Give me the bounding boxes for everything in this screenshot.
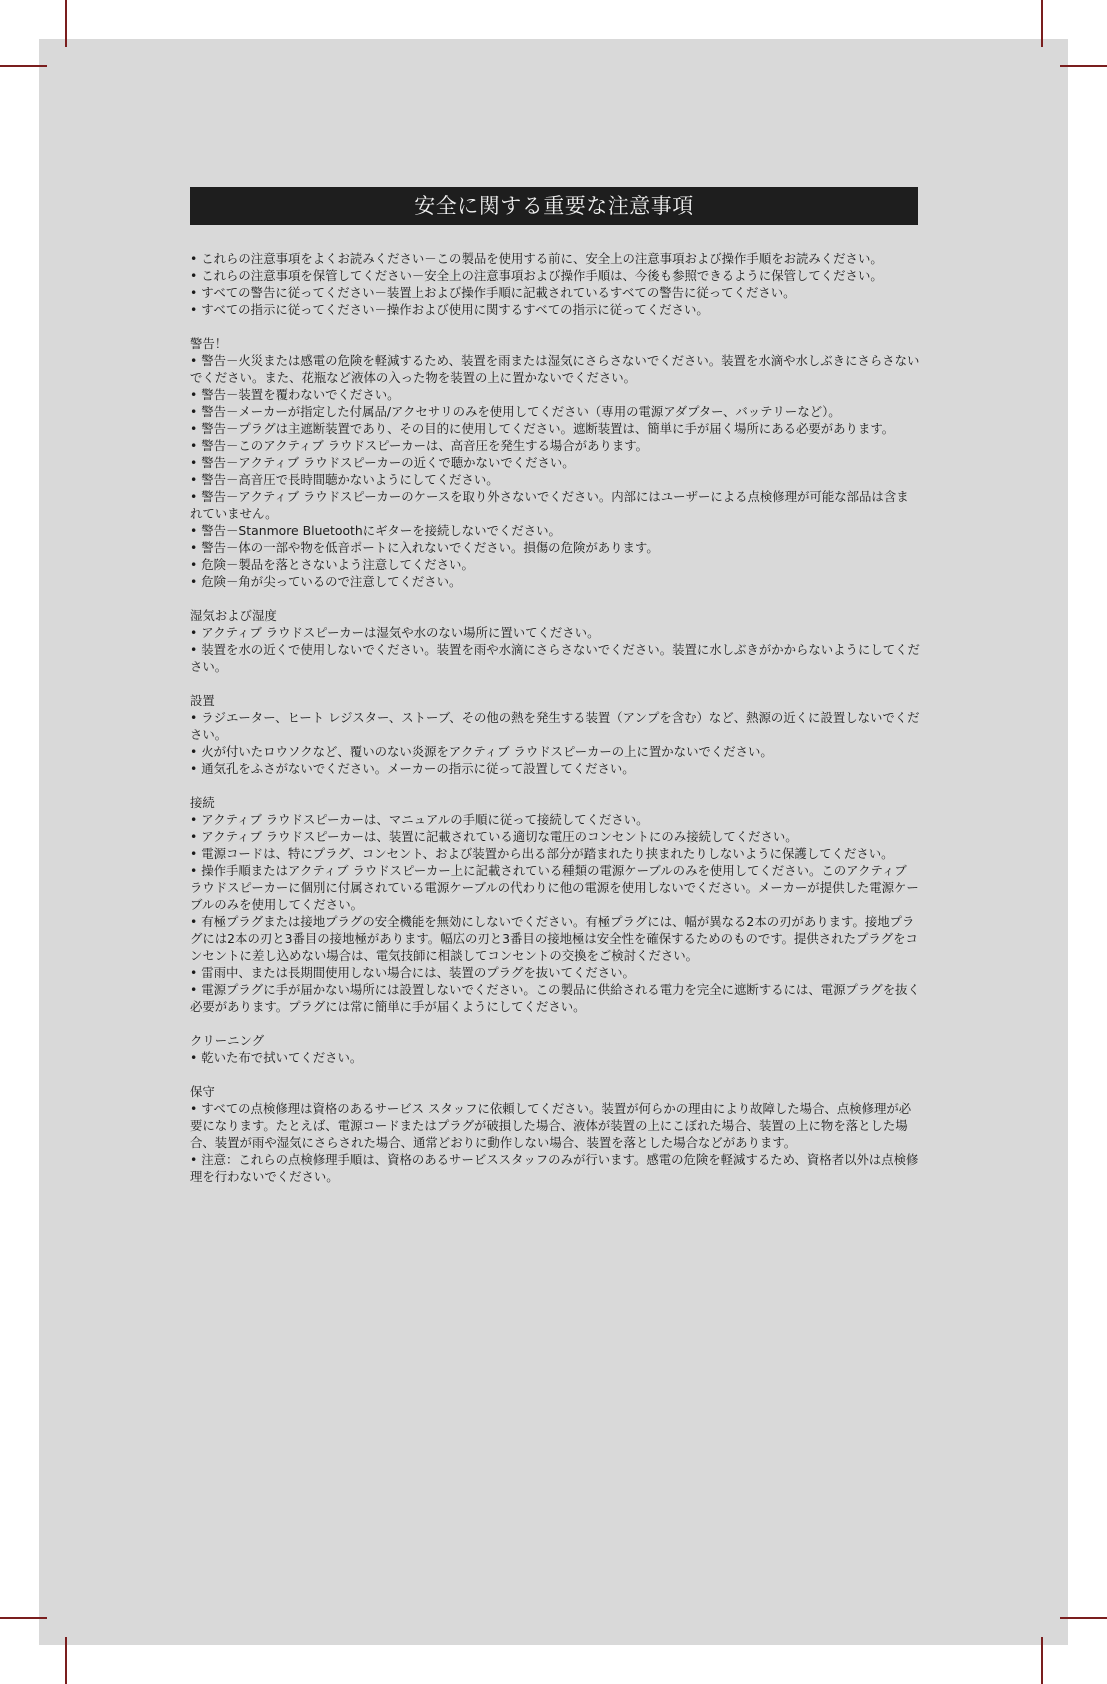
section	[190, 250, 920, 318]
crop-mark-top-right-vertical	[1041, 0, 1043, 47]
bullet-item: • 乾いた布で拭いてください。	[190, 1050, 363, 1065]
bullet-item: • これらの注意事項を保管してください－安全上の注意事項および操作手順は、今後も参照できるように保管してください。	[190, 268, 883, 283]
section	[190, 1032, 920, 1066]
bullet-item: • 雷雨中、または長期間使用しない場合には、装置のプラグを抜いてください。	[190, 965, 635, 980]
crop-mark-top-left-vertical	[65, 0, 67, 47]
bullet-item: • アクティブ ラウドスピーカーは湿気や水のない場所に置いてください。	[190, 625, 600, 640]
bullet-item: • すべての警告に従ってください－装置上および操作手順に記載されているすべての警告に従ってください。	[190, 285, 796, 300]
crop-mark-bottom-left-horizontal	[0, 1617, 47, 1619]
crop-mark-bottom-right-horizontal	[1060, 1617, 1107, 1619]
bullet-item: • 火が付いたロウソクなど、覆いのない炎源をアクティブ ラウドスピーカーの上に置かないでください。	[190, 744, 773, 759]
bullet-item: • ラジエーター、ヒート レジスター、ストーブ、その他の熱を発生する装置（アンプを含む）など、熱源の近くに設置しないでください。	[190, 710, 920, 742]
bullet-item: • 警告－アクティブ ラウドスピーカーのケースを取り外さないでください。内部にはユーザーによる点検修理が可能な部品は含まれていません。	[190, 489, 909, 521]
crop-mark-bottom-left-vertical	[65, 1637, 67, 1684]
bullet-item: • 有極プラグまたは接地プラグの安全機能を無効にしないでください。有極プラグには、幅が異なる2本の刃があります。接地プラグには2本の刃と3番目の接地極があります。幅広の刃と3番目の接地極は安全性を確保するためのものです。提供されたプラグをコンセントに差し込めない場合は、電気技師に相談してコンセントの交換をご検討ください。	[190, 914, 918, 963]
bullet-item: • 危険－角が尖っているので注意してください。	[190, 574, 462, 589]
bullet-item: • すべての点検修理は資格のあるサービス スタッフに依頼してください。装置が何らかの理由により故障した場合、点検修理が必要になります。たとえば、電源コードまたはプラグが破損した場合、液体が装置の上にこぼれた場合、装置の上に物を落とした場合、装置が雨や湿気にさらされた場合、通常どおりに動作しない場合、装置を落とした場合などがあります。	[190, 1101, 912, 1150]
section-heading: 設置	[190, 693, 215, 708]
section-heading: クリーニング	[190, 1033, 265, 1048]
bullet-item: • 電源プラグに手が届かない場所には設置しないでください。この製品に供給される電力を完全に遮断するには、電源プラグを抜く必要があります。プラグには常に簡単に手が届くようにしてください。	[190, 982, 920, 1014]
bullet-item: • 装置を水の近くで使用しないでください。装置を雨や水滴にさらさないでください。装置に水しぶきがかからないようにしてください。	[190, 642, 920, 674]
bullet-item: • アクティブ ラウドスピーカーは、装置に記載されている適切な電圧のコンセントにのみ接続してください。	[190, 829, 798, 844]
section	[190, 692, 920, 777]
bullet-item: • 電源コードは、特にプラグ、コンセント、および装置から出る部分が踏まれたり挟まれたりしないように保護してください。	[190, 846, 894, 861]
bullet-item: • 危険－製品を落とさないよう注意してください。	[190, 557, 474, 572]
bullet-item: • 警告－Stanmore Bluetoothにギターを接続しないでください。	[190, 523, 561, 538]
bullet-item: • すべての指示に従ってください－操作および使用に関するすべての指示に従ってください。	[190, 302, 709, 317]
bullet-item: • 警告－高音圧で長時間聴かないようにしてください。	[190, 472, 499, 487]
crop-mark-top-left-horizontal	[0, 65, 47, 67]
bullet-item: • 通気孔をふさがないでください。メーカーの指示に従って設置してください。	[190, 761, 635, 776]
section	[190, 1083, 920, 1185]
document-title: 安全に関する重要な注意事項	[190, 187, 918, 225]
bullet-item: • 警告－このアクティブ ラウドスピーカーは、高音圧を発生する場合があります。	[190, 438, 649, 453]
section	[190, 794, 920, 1015]
section-heading: 警告！	[190, 336, 228, 351]
section-heading: 保守	[190, 1084, 215, 1099]
section-heading: 接続	[190, 795, 215, 810]
safety-instructions-body	[190, 250, 920, 1202]
bullet-item: • これらの注意事項をよくお読みください－この製品を使用する前に、安全上の注意事項および操作手順をお読みください。	[190, 251, 883, 266]
bullet-item: • 警告－メーカーが指定した付属品/アクセサリのみを使用してください（専用の電源アダプター、バッテリーなど）。	[190, 404, 841, 419]
section	[190, 335, 920, 590]
bullet-item: • 警告－火災または感電の危険を軽減するため、装置を雨または湿気にさらさないでください。装置を水滴や水しぶきにさらさないでください。また、花瓶など液体の入った物を装置の上に置かないでください。	[190, 353, 920, 385]
bullet-item: • 警告－アクティブ ラウドスピーカーの近くで聴かないでください。	[190, 455, 575, 470]
bullet-item: • 操作手順またはアクティブ ラウドスピーカー上に記載されている種類の電源ケーブルのみを使用してください。このアクティブ ラウドスピーカーに個別に付属されている電源ケーブルの代わりに他の電源を使用しないでください。メーカーが提供した電源ケーブルのみを使用してください。	[190, 863, 919, 912]
crop-mark-bottom-right-vertical	[1041, 1637, 1043, 1684]
bullet-item: • アクティブ ラウドスピーカーは、マニュアルの手順に従って接続してください。	[190, 812, 649, 827]
section	[190, 607, 920, 675]
crop-mark-top-right-horizontal	[1060, 65, 1107, 67]
bullet-item: • 警告－体の一部や物を低音ポートに入れないでください。損傷の危険があります。	[190, 540, 659, 555]
bullet-item: • 注意：これらの点検修理手順は、資格のあるサービススタッフのみが行います。感電の危険を軽減するため、資格者以外は点検修理を行わないでください。	[190, 1152, 919, 1184]
bullet-item: • 警告－プラグは主遮断装置であり、その目的に使用してください。遮断装置は、簡単に手が届く場所にある必要があります。	[190, 421, 895, 436]
section-heading: 湿気および湿度	[190, 608, 277, 623]
bullet-item: • 警告－装置を覆わないでください。	[190, 387, 400, 402]
